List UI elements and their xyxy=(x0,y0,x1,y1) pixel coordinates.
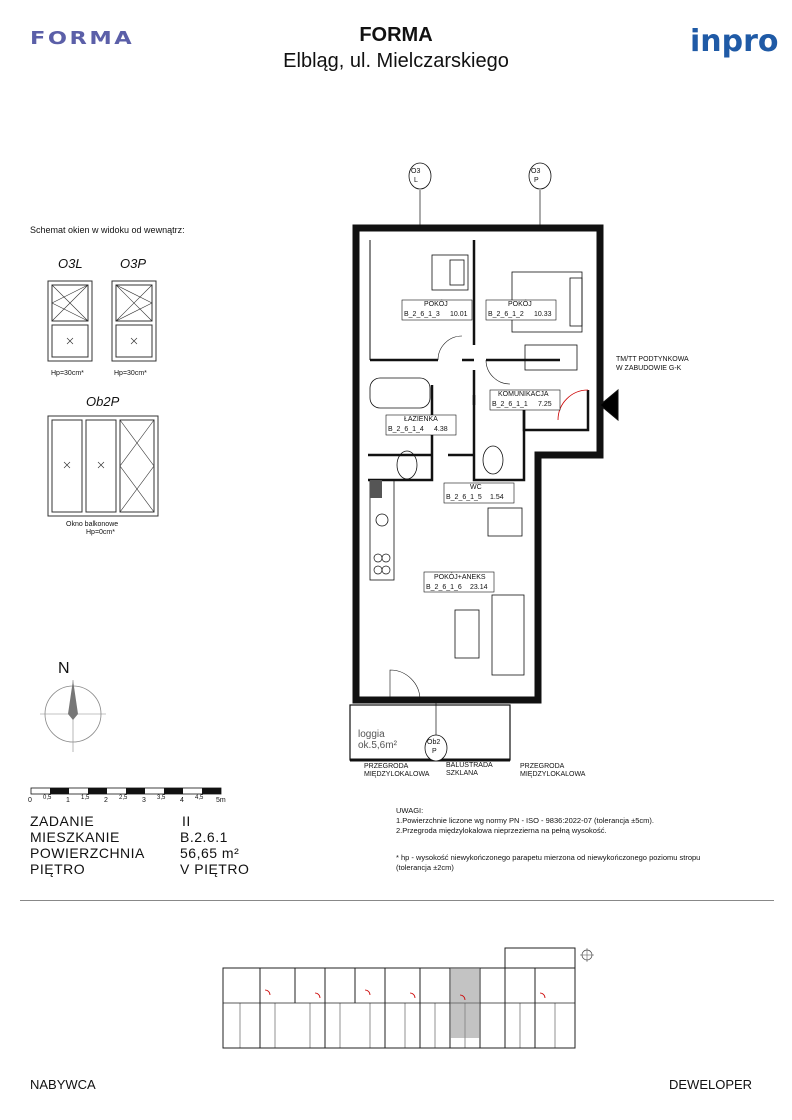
room-area: 10.33 xyxy=(534,311,552,318)
scale-tick: 4 xyxy=(180,797,184,804)
marker-o3p-bottom: P xyxy=(534,177,539,184)
floor-plan xyxy=(340,160,640,780)
scale-tick: 4,5 xyxy=(195,795,204,801)
scale-tick: 0,5 xyxy=(43,795,52,801)
room-area: 1.54 xyxy=(490,494,504,501)
windows-heading: Schemat okien w widoku od wewnątrz: xyxy=(30,225,185,235)
buyer-label: NABYWCA xyxy=(30,1077,96,1092)
info-label: POWIERZCHNIA xyxy=(30,845,145,861)
info-label: ZADANIE xyxy=(30,813,95,829)
note-line: 2.Przegroda międzylokalowa nieprzezierna na pełną wysokość. xyxy=(396,826,607,835)
balustrade-label: BALUSTRADA xyxy=(446,762,493,769)
room-name: POKÓJ xyxy=(424,301,448,308)
key-plan xyxy=(220,945,600,1055)
marker-ob2-bottom: P xyxy=(432,748,437,755)
separator-line xyxy=(20,900,774,901)
room-name: WC xyxy=(470,484,482,491)
scale-tick: 2,5 xyxy=(119,795,128,801)
info-value: B.2.6.1 xyxy=(180,829,228,845)
room-area: 7.25 xyxy=(538,401,552,408)
info-label: PIĘTRO xyxy=(30,861,86,877)
developer-label: DEWELOPER xyxy=(669,1077,753,1092)
info-label: MIESZKANIE xyxy=(30,829,120,845)
room-name: POKÓJ xyxy=(508,301,532,308)
marker-o3p-top: O3 xyxy=(531,168,541,175)
note-line: * hp - wysokość niewykończonego parapetu mierzona od niewykończonego poziomu stropu xyxy=(396,853,701,862)
room-code: B_2_6_1_2 xyxy=(488,311,524,318)
scale-tick: 1 xyxy=(66,797,70,804)
page-title: FORMA xyxy=(359,24,433,46)
room-code: B_2_6_1_6 xyxy=(426,584,462,591)
note-line: 1.Powierzchnie liczone wg normy PN - ISO - 9836:2022-07 (tolerancja ±5cm). xyxy=(396,816,654,825)
room-code: B_2_6_1_4 xyxy=(388,426,424,433)
marker-ob2-top: Ob2 xyxy=(427,739,441,746)
room-code: B_2_6_1_5 xyxy=(446,494,482,501)
room-area: 10.01 xyxy=(450,311,468,318)
loggia-area: ok.5,6m² xyxy=(358,740,397,751)
north-label: N xyxy=(58,660,70,677)
tm-note: TM/TT PODTYNKOWA xyxy=(616,356,689,363)
forma-logo: FORMA xyxy=(30,28,135,49)
scale-tick: 3 xyxy=(142,797,146,804)
room-area: 4.38 xyxy=(434,426,448,433)
info-value: 56,65 m² xyxy=(180,845,240,861)
north-arrow-icon xyxy=(38,672,108,762)
scale-tick: 2 xyxy=(104,797,108,804)
page-subtitle: Elbląg, ul. Mielczarskiego xyxy=(283,50,509,72)
room-name: ŁAZIENKA xyxy=(404,416,438,423)
window-ob2p-diagram xyxy=(46,414,161,519)
scale-tick: 3,5 xyxy=(157,795,166,801)
scale-tick: 5m xyxy=(216,797,226,804)
loggia-label: loggia xyxy=(358,729,385,740)
inpro-logo: inpro xyxy=(690,24,779,59)
note-line: (tolerancja ±2cm) xyxy=(396,863,454,872)
window-ob2p-label: Ob2P xyxy=(86,394,120,409)
notes-title: UWAGI: xyxy=(396,806,424,815)
window-o3p-label: O3P xyxy=(120,256,147,271)
scale-tick: 0 xyxy=(28,797,32,804)
marker-o3l-top: O3 xyxy=(411,168,421,175)
room-code: B_2_6_1_1 xyxy=(492,401,528,408)
window-ob2p-hp: Hp=0cm* xyxy=(86,529,115,536)
info-value: II xyxy=(182,813,191,829)
info-value: V PIĘTRO xyxy=(180,861,250,877)
scale-ticks xyxy=(28,797,238,809)
balustrade-label: SZKLANA xyxy=(446,770,478,777)
room-name: KOMUNIKACJA xyxy=(498,391,549,398)
partition-label: PRZEGRODA xyxy=(520,763,565,770)
partition-label: MIĘDZYLOKALOWA xyxy=(364,771,430,778)
partition-label: PRZEGRODA xyxy=(364,763,409,770)
room-area: 23.14 xyxy=(470,584,488,591)
tm-note: W ZABUDOWIE G-K xyxy=(616,365,682,372)
window-o3p-hp: Hp=30cm* xyxy=(114,370,147,377)
window-ob2p-caption: Okno balkonowe xyxy=(66,521,119,528)
room-name: POKÓJ+ANEKS xyxy=(434,574,486,581)
room-code: B_2_6_1_3 xyxy=(404,311,440,318)
window-o3l-hp: Hp=30cm* xyxy=(51,370,84,377)
partition-label: MIĘDZYLOKALOWA xyxy=(520,771,586,778)
scale-tick: 1,5 xyxy=(81,795,90,801)
marker-o3l-bottom: L xyxy=(414,177,418,184)
window-o3l-label: O3L xyxy=(58,256,83,271)
window-o3-diagrams xyxy=(40,278,170,368)
